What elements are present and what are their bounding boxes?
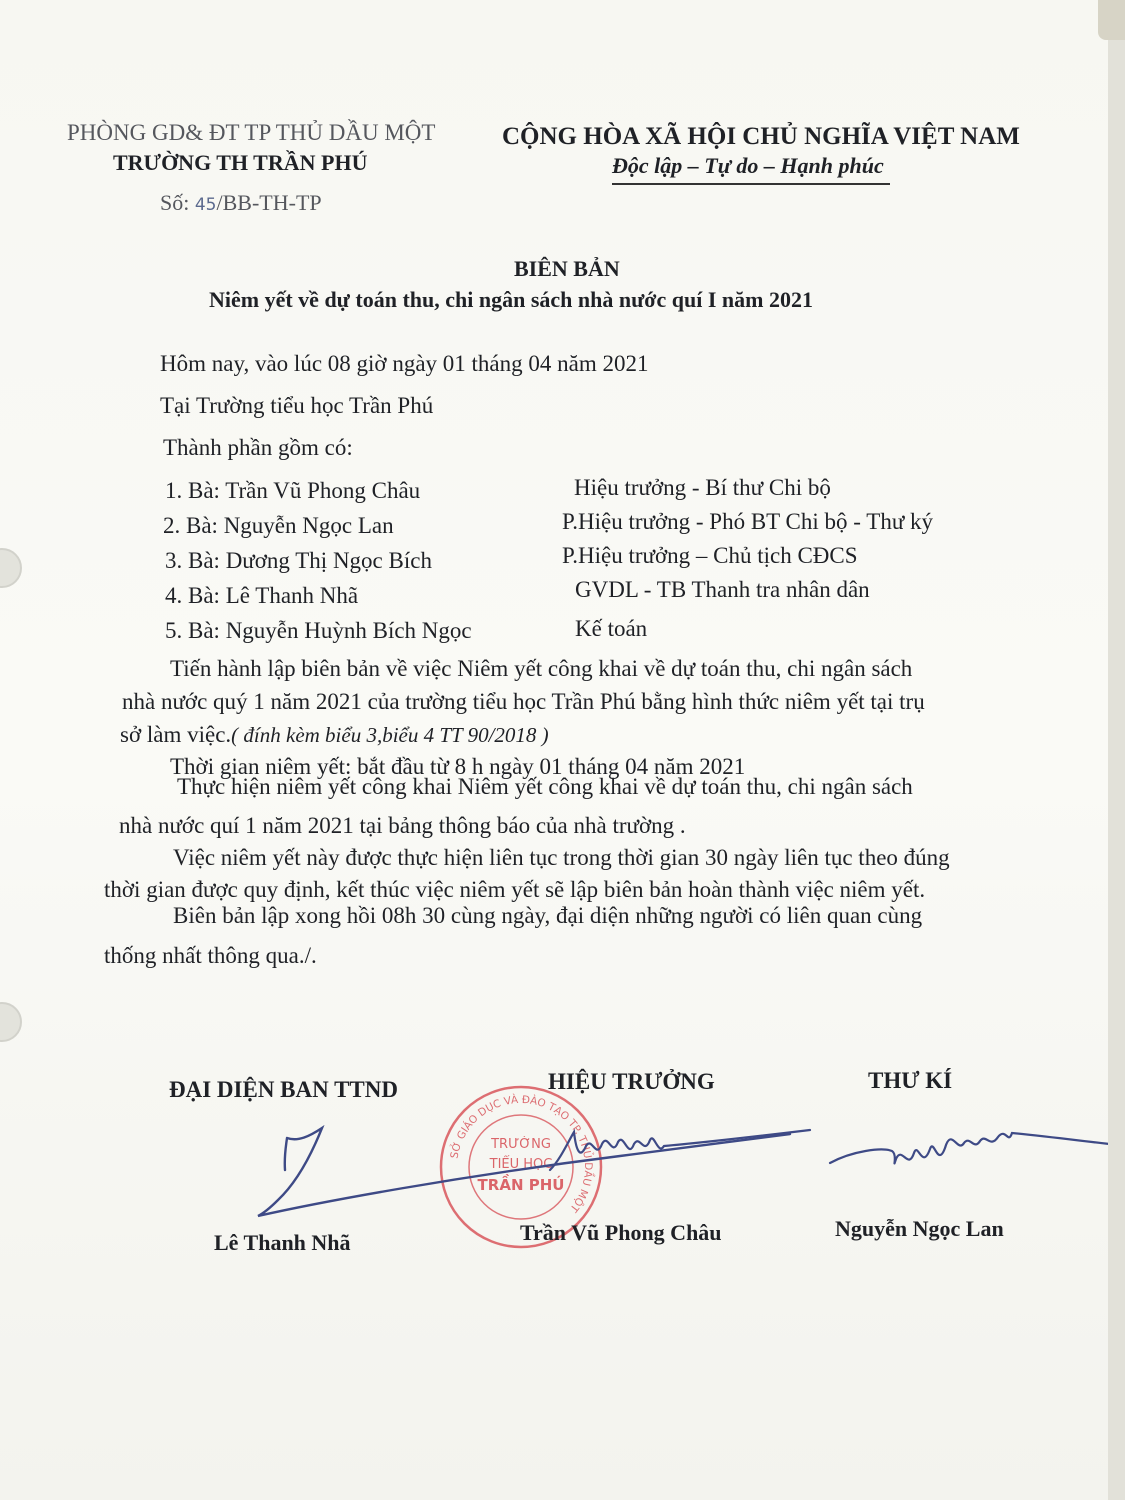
member-role: Kế toán xyxy=(575,616,648,641)
left-signatory-name: Lê Thanh Nhã xyxy=(214,1230,351,1255)
right-signature xyxy=(822,1115,1122,1185)
member-role: GVDL - TB Thanh tra nhân dân xyxy=(575,577,870,602)
member-name: 1. Bà: Trần Vũ Phong Châu xyxy=(165,478,421,503)
paragraph-line: Thời gian niêm yết: bắt đầu từ 8 h ngày 01 tháng 04 năm 2021 xyxy=(170,754,746,779)
member-role: Hiệu trưởng - Bí thư Chi bộ xyxy=(574,475,831,500)
document-number xyxy=(160,192,322,214)
stamp-line-3: TRẦN PHÚ xyxy=(477,1176,565,1194)
stamp-line-2: TIỂU HỌC xyxy=(489,1157,553,1172)
ref-suffix: /BB-TH-TP xyxy=(216,190,322,215)
folded-corner xyxy=(1098,0,1125,40)
right-signatory-name: Nguyễn Ngọc Lan xyxy=(835,1216,1004,1241)
center-signatory-name: Trần Vũ Phong Châu xyxy=(520,1220,722,1245)
intro-members-label: Thành phần gồm có: xyxy=(163,435,353,460)
nation-title: CỘNG HÒA XÃ HỘI CHỦ NGHĨA VIỆT NAM xyxy=(502,123,1020,150)
page-edge xyxy=(1108,0,1125,1500)
paragraph-line: Tiến hành lập biên bản về việc Niêm yết công khai về dự toán thu, chi ngân sách xyxy=(170,656,913,681)
member-name: 2. Bà: Nguyễn Ngọc Lan xyxy=(163,513,394,538)
intro-time: Hôm nay, vào lúc 08 giờ ngày 01 tháng 04 năm 2021 xyxy=(160,351,649,376)
paragraph-line: Biên bản lập xong hồi 08h 30 cùng ngày, đại diện những người có liên quan cùng xyxy=(173,903,923,928)
document-subtitle: Niêm yết về dự toán thu, chi ngân sách nhà nước quí I năm 2021 xyxy=(209,287,813,312)
department-name: PHÒNG GD& ĐT TP THỦ DẦU MỘT xyxy=(67,120,436,145)
center-signature xyxy=(530,1120,820,1180)
paragraph-line: thống nhất thông qua./. xyxy=(104,943,317,968)
ref-number-handwritten: 45 xyxy=(194,195,217,215)
center-signatory-title: HIỆU TRƯỞNG xyxy=(548,1069,715,1094)
right-signatory-title: THƯ KÍ xyxy=(868,1068,953,1093)
left-signatory-title: ĐẠI DIỆN BAN TTND xyxy=(169,1077,398,1102)
paragraph-line: nhà nước quí 1 năm 2021 tại bảng thông báo của nhà trường . xyxy=(119,813,686,838)
attachment-note: ( đính kèm biểu 3,biểu 4 TT 90/2018 ) xyxy=(231,723,549,747)
school-name: TRƯỜNG TH TRẦN PHÚ xyxy=(113,150,368,175)
document-title: BIÊN BẢN xyxy=(514,256,620,281)
paragraph-line: Việc niêm yết này được thực hiện liên tục trong thời gian 30 ngày liên tục theo đúng xyxy=(173,845,950,870)
nation-motto: Độc lập – Tự do – Hạnh phúc xyxy=(612,155,890,185)
member-role: P.Hiệu trưởng – Chủ tịch CĐCS xyxy=(562,543,858,568)
member-name: 5. Bà: Nguyễn Huỳnh Bích Ngọc xyxy=(165,618,472,643)
ref-prefix: Số: xyxy=(160,190,190,215)
intro-place: Tại Trường tiểu học Trần Phú xyxy=(160,393,434,418)
paragraph-line: Thực hiện niêm yết công khai Niêm yết công khai về dự toán thu, chi ngân sách xyxy=(177,774,913,799)
paragraph-line xyxy=(120,723,549,746)
member-name: 4. Bà: Lê Thanh Nhã xyxy=(165,583,359,608)
punch-hole xyxy=(0,548,22,588)
stamp-line-1: TRƯỜNG xyxy=(491,1137,551,1152)
paragraph-line: thời gian được quy định, kết thúc việc niêm yết sẽ lập biên bản hoàn thành việc niêm yết. xyxy=(104,877,926,902)
member-role: P.Hiệu trưởng - Phó BT Chi bộ - Thư ký xyxy=(562,509,934,534)
stamp-ring-text: SỞ GIÁO DỤC VÀ ĐÀO TẠO TP. THỦ DẦU MỘT xyxy=(448,1093,595,1215)
member-name: 3. Bà: Dương Thị Ngọc Bích xyxy=(165,548,432,573)
paragraph-text: sở làm việc. xyxy=(120,722,232,747)
punch-hole xyxy=(0,1002,22,1042)
paragraph-line: nhà nước quý 1 năm 2021 của trường tiểu học Trần Phú bằng hình thức niêm yết tại trụ xyxy=(122,689,925,714)
